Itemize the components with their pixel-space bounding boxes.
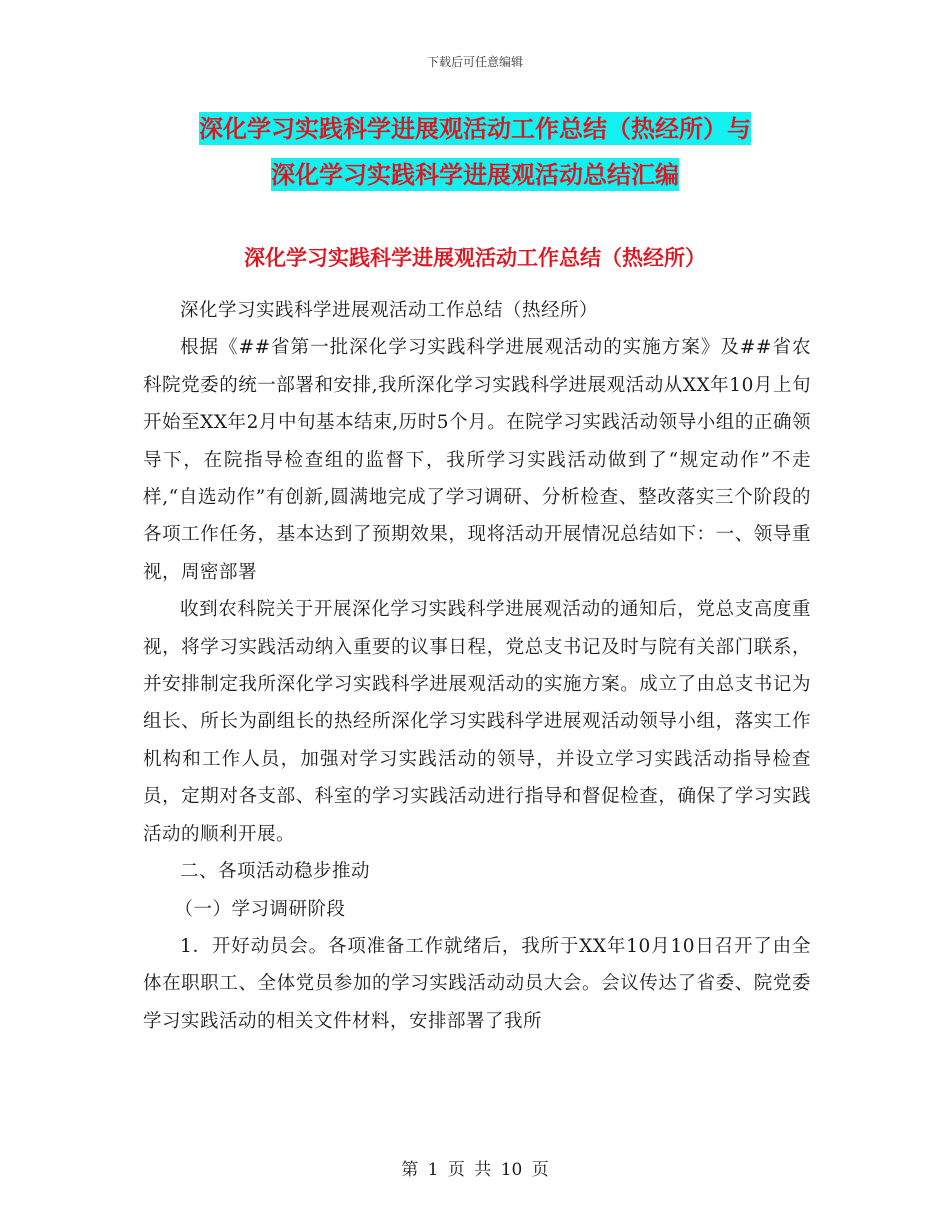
document-title-line-1 (0, 109, 950, 149)
document-title-line-2 (0, 155, 950, 195)
paragraph-intro: 根据《##省第一批深化学习实践科学进展观活动的实施方案》及##省农科院党委的统一部署和安排,我所深化学习实践科学进展观活动从XX年10月上旬开始至XX年2月中旬基本结束,历时5个月。在院学习实践活动领导小组的正确领导下，在院指导检查组的监督下，我所学习实践活动做到了“规定动作”不走样,“自选动作”有创新,圆满地完成了学习调研、分析检查、整改落实三个阶段的各项工作任务，基本达到了预期效果，现将活动开展情况总结如下：一、领导重视，周密部署 (143, 337, 811, 583)
paragraph-mobilization: 1．开好动员会。各项准备工作就绪后，我所于XX年10月10日召开了由全体在职职工、全体党员参加的学习实践活动动员大会。会议传达了省委、院党委学习实践活动的相关文件材料，安排部署了我所 (143, 935, 811, 1032)
paragraph-leadership: 收到农科院关于开展深化学习实践科学进展观活动的通知后，党总支高度重视，将学习实践活动纳入重要的议事日程，党总支书记及时与院有关部门联系，并安排制定我所深化学习实践科学进展观活动的实施方案。成立了由总支书记为组长、所长为副组长的热经所深化学习实践科学进展观活动领导小组，落实工作机构和工作人员，加强对学习实践活动的领导，并设立学习实践活动指导检查员，定期对各支部、科室的学习实践活动进行指导和督促检查，确保了学习实践活动的顺利开展。 (143, 599, 811, 845)
document-title-text-2: 深化学习实践科学进展观活动总结汇编 (271, 160, 679, 189)
section-subtitle: 深化学习实践科学进展观活动工作总结（热经所） (244, 245, 706, 270)
document-body (143, 292, 811, 1040)
document-title-text-1: 深化学习实践科学进展观活动工作总结（热经所）与 (199, 114, 751, 143)
page-footer: 第 1 页 共 10 页 (401, 1160, 549, 1180)
paragraph-heading: 深化学习实践科学进展观活动工作总结（热经所） (180, 300, 599, 321)
header-note: 下载后可任意编辑 (426, 55, 523, 69)
paragraph-stage-one: （一）学习调研阶段 (174, 898, 346, 920)
paragraph-section-two: 二、各项活动稳步推动 (180, 861, 371, 883)
